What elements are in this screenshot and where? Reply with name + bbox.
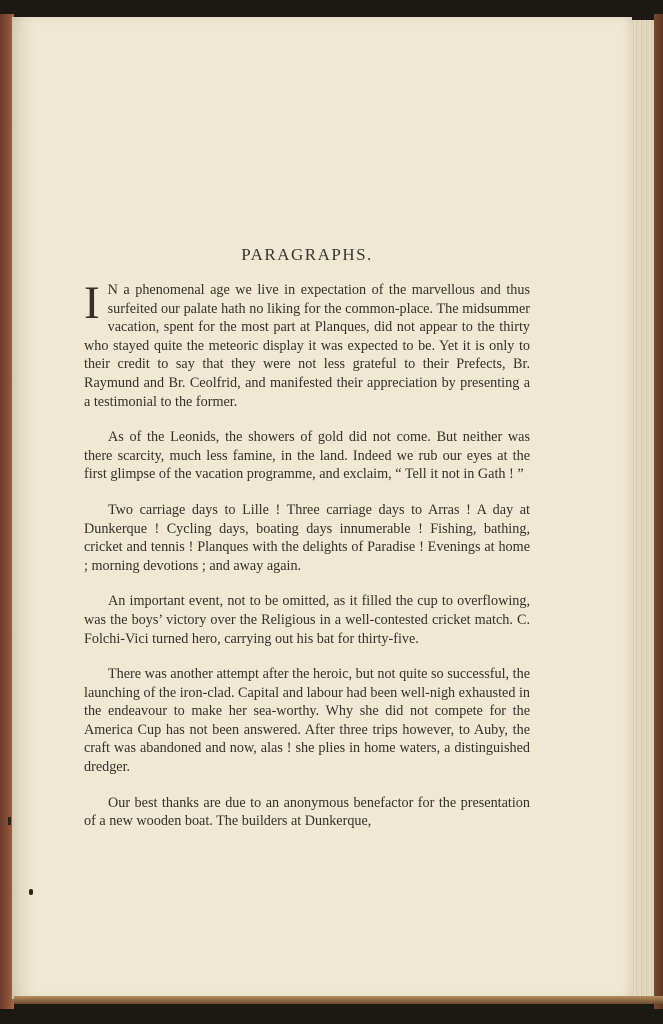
- paragraph-1: [84, 277, 530, 411]
- paragraph-1-text: N a phenomenal age we live in expectation of the marvellous and thus surfeited our palate hath no liking for the common-place. The midsummer vacation, spent for the most part at Planques, did not appear to the thirty who stayed quite the meteoric display it was expected to be. Yet it is only to their credit to say that they were not less grateful to their Prefects, Br. Raymund and Br. Ceolfrid, and manifested their appreciation by presenting a a testimonial to the former.: [84, 282, 530, 410]
- page-edges: [632, 20, 654, 998]
- drop-cap: I: [84, 277, 100, 329]
- book-cover-bottom-edge: [14, 996, 663, 1004]
- paragraph-2: As of the Leonids, the showers of gold did not come. But neither was there scarcity, much less famine, in the land. Indeed we rub our eyes at the first glimpse of the vacation programme, and exclaim, “ Tell it not in Gath ! ”: [84, 429, 530, 483]
- paragraph-5: There was another attempt after the heroic, but not quite so successful, the launching of the iron-clad. Capital and labour had been well-nigh exhausted in the endeavour to make her sea-worthy. Why she did not compete for the America Cup has not been answered. After three trips however, to Auby, the craft was abandoned and now, alas ! she plies in home waters, a distinguished dredger.: [84, 666, 530, 776]
- paragraph-4: An important event, not to be omitted, as it filled the cup to overflowing, was the boys’ victory over the Religious in a well-contested cricket match. C. Folchi-Vici turned hero, carrying out his bat for thirty-five.: [84, 593, 530, 647]
- ink-mark: [8, 817, 11, 825]
- book-cover-right-edge: [654, 14, 663, 1009]
- paragraph-3: Two carriage days to Lille ! Three carriage days to Arras ! A day at Dunkerque ! Cycling days, boating days innumerable ! Fishing, bathing, cricket and tennis ! Planques with the delights of Paradise ! Evenings at home ; morning devotions ; and away again.: [84, 501, 530, 574]
- paragraph-6: Our best thanks are due to an anonymous benefactor for the presentation of a new wooden boat. The builders at Dunkerque,: [84, 794, 530, 830]
- page-title: PARAGRAPHS.: [241, 245, 373, 264]
- body-text: [84, 277, 530, 848]
- ink-spot: [29, 889, 33, 895]
